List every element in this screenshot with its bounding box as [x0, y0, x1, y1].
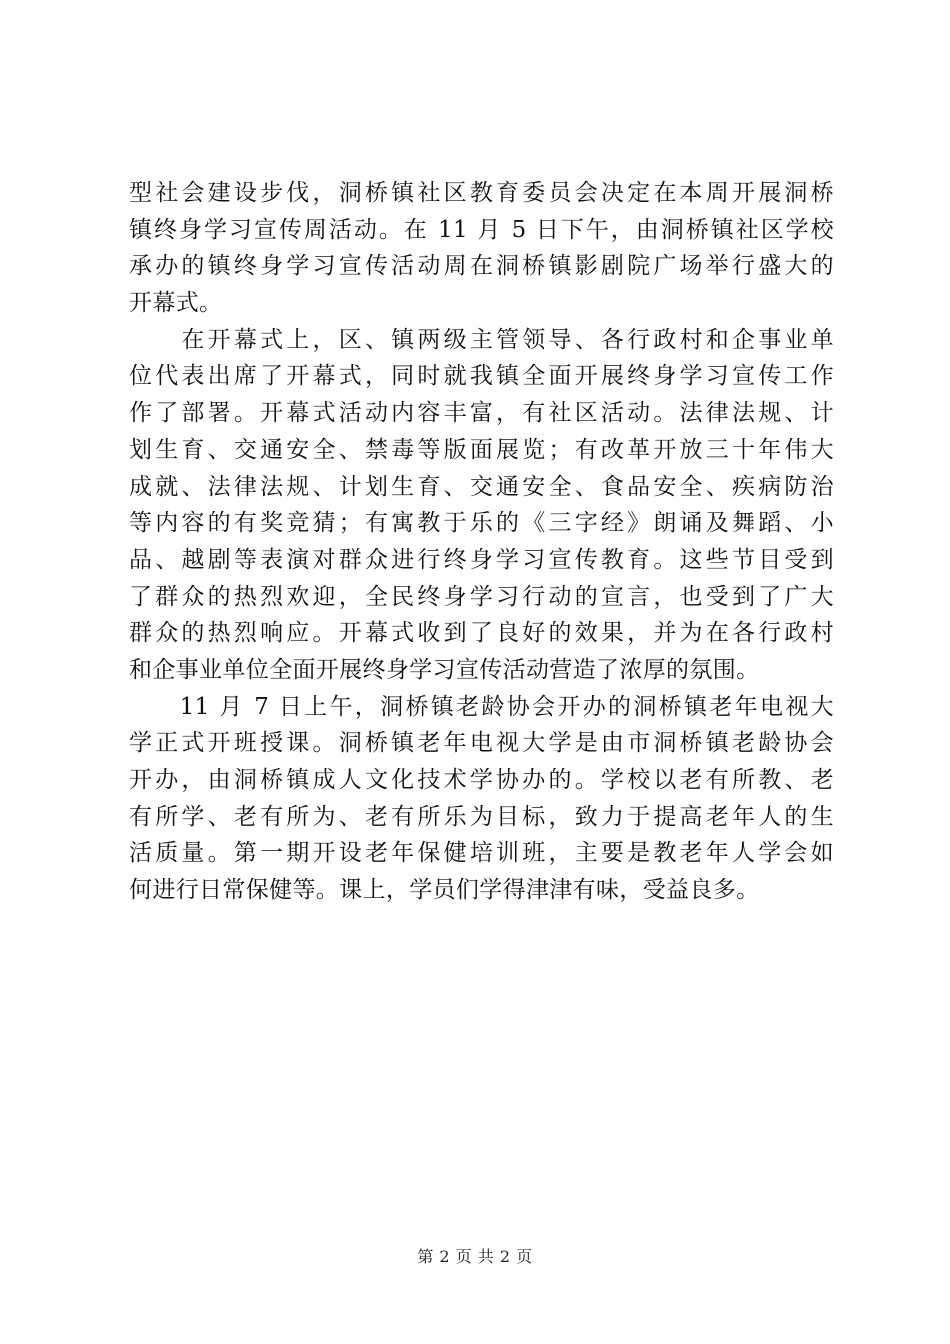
- document-body: [129, 175, 834, 909]
- text-line: 等内容的有奖竞猜；有寓教于乐的《三字经》朗诵及舞蹈、小: [129, 510, 834, 537]
- text-line: 了群众的热烈欢迎，全民终身学习行动的宣言，也受到了广大: [129, 583, 834, 610]
- page-footer: [0, 1244, 950, 1267]
- text-line: 开办，由洞桥镇成人文化技术学协办的。学校以老有所教、老: [129, 767, 834, 793]
- text-line: 作了部署。开幕式活动内容丰富，有社区活动。法律法规、计: [129, 400, 834, 427]
- text-line: 11 月 7 日上午，洞桥镇老龄协会开办的洞桥镇老年电视大: [129, 693, 834, 720]
- text-line: 群众的热烈响应。开幕式收到了良好的效果，并为在各行政村: [129, 620, 834, 647]
- text-line: 位代表出席了开幕式，同时就我镇全面开展终身学习宣传工作: [129, 363, 834, 390]
- text-line: 型社会建设步伐，洞桥镇社区教育委员会决定在本周开展洞桥: [129, 180, 834, 206]
- paragraph: [129, 689, 834, 909]
- text-line: 活质量。第一期开设老年保健培训班，主要是教老年人学会如: [129, 840, 834, 867]
- text-line: 镇终身学习宣传周活动。在 11 月 5 日下午，由洞桥镇社区学校: [129, 216, 834, 243]
- text-line: 和企事业单位全面开展终身学习宣传活动营造了浓厚的氛围。: [129, 656, 760, 683]
- text-line: 学正式开班授课。洞桥镇老年电视大学是由市洞桥镇老龄协会: [129, 730, 834, 757]
- text-line: 在开幕式上，区、镇两级主管领导、各行政村和企事业单: [129, 326, 834, 353]
- paragraph: [129, 322, 834, 689]
- text-line: 有所学、老有所为、老有所乐为目标，致力于提高老年人的生: [129, 803, 834, 830]
- text-line: 划生育、交通安全、禁毒等版面展览；有改革开放三十年伟大: [129, 436, 834, 463]
- page-number-label: 第 2 页 共 2 页: [417, 1247, 533, 1266]
- paragraph: [129, 175, 834, 322]
- text-line: 何进行日常保健等。课上，学员们学得津津有味，受益良多。: [129, 877, 760, 904]
- text-line: 品、越剧等表演对群众进行终身学习宣传教育。这些节目受到: [129, 546, 834, 573]
- text-line: 承办的镇终身学习宣传活动周在洞桥镇影剧院广场举行盛大的: [129, 253, 834, 280]
- text-line: 开幕式。: [129, 290, 223, 317]
- text-line: 成就、法律法规、计划生育、交通安全、食品安全、疾病防治: [129, 473, 834, 500]
